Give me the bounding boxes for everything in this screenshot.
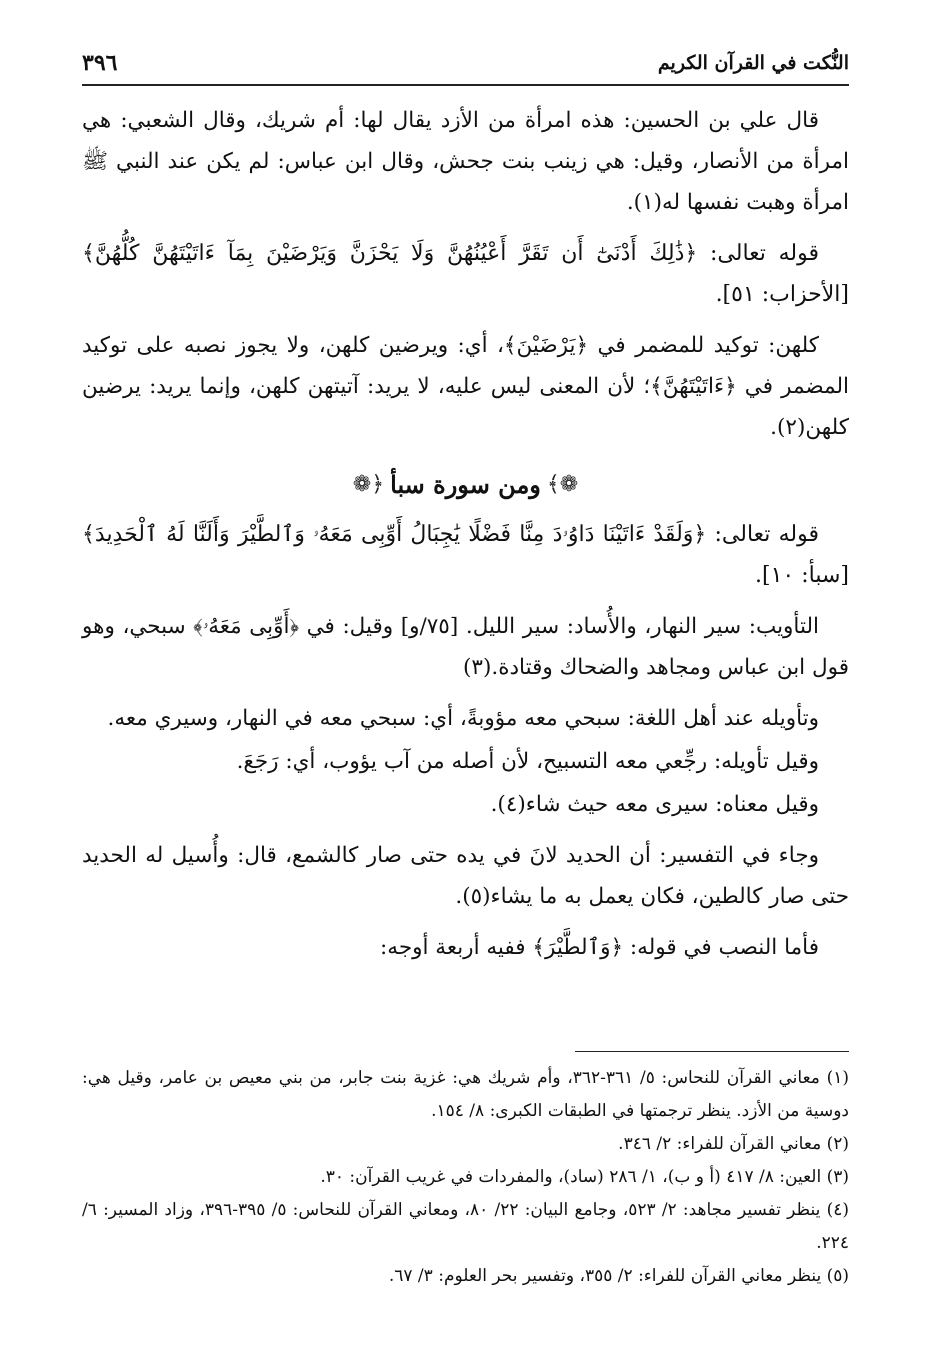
main-text xyxy=(82,100,849,978)
header-divider xyxy=(82,84,849,86)
paragraph: كلهن: توكيد للمضمر في ﴿يَرْضَيْنَ﴾، أي: ويرضين كلهن، ولا يجوز نصبه على توكيد المضمر في ﴿ءَاتَيْتَهُنَّ﴾؛ لأن المعنى ليس عليه، لا يريد: آتيتهن كلهن، وإنما يريد: يرضين كلهن(٢). xyxy=(82,333,849,440)
paragraph: فأما النصب في قوله: ﴿وَٱلطَّيْرَ﴾ ففيه أربعة أوجه: xyxy=(380,935,819,960)
surah-heading xyxy=(82,462,849,506)
paragraph: وقيل تأويله: رجِّعي معه التسبيح، لأن أصله من آب يؤوب، أي: رَجَعَ. xyxy=(236,749,819,774)
surah-title: ومن سورة سبأ xyxy=(390,469,541,499)
footnote: (٤) ينظر تفسير مجاهد: ٢/ ٥٢٣، وجامع البيان: ٢٢/ ٨٠، ومعاني القرآن للنحاس: ٥/ ٣٩٥-٣٩٦، وزاد المسير: ٦/ ٢٢٤. xyxy=(82,1200,849,1253)
paragraph: التأويب: سير النهار، والأُساد: سير الليل. [٧٥/و] وقيل: في ﴿أَوِّبِى مَعَهُۥ﴾ سبحي، وهو قول ابن عباس ومجاهد والضحاك وقتادة.(٣) xyxy=(82,614,849,680)
paragraph: وقيل معناه: سيرى معه حيث شاء(٤). xyxy=(490,792,819,817)
footnote: (١) معاني القرآن للنحاس: ٥/ ٣٦١-٣٦٢، وأم شريك هي: غزية بنت جابر، من بني معيص بن عامر، وقيل هي: دوسية من الأزد. ينظر ترجمتها في الطبقات الكبرى: ٨/ ١٥٤. xyxy=(82,1068,849,1121)
paragraph: قال علي بن الحسين: هذه امرأة من الأزد يقال لها: أم شريك، وقال الشعبي: هي امرأة من الأنصار، وقيل: هي زينب بنت جحش، وقال ابن عباس: لم يكن عند النبي ﷺ امرأة وهبت نفسها له(١). xyxy=(82,108,849,215)
footnote-divider xyxy=(575,1051,849,1052)
footnote: (٥) ينظر معاني القرآن للفراء: ٢/ ٣٥٥، وتفسير بحر العلوم: ٣/ ٦٧. xyxy=(388,1266,849,1286)
footnote: (٣) العين: ٨/ ٤١٧ (أ و ب)، ١/ ٢٨٦ (ساد)، والمفردات في غريب القرآن: ٣٠. xyxy=(320,1167,849,1187)
paragraph: قوله تعالى: ﴿وَلَقَدْ ءَاتَيْنَا دَاوُۥدَ مِنَّا فَضْلًا يَٰجِبَالُ أَوِّبِى مَعَهُۥ وَٱلطَّيْرَ وَأَلَنَّا لَهُ ٱلْحَدِيدَ﴾ [سبأ: ١٠]. xyxy=(82,522,849,588)
footnote: (٢) معاني القرآن للفراء: ٢/ ٣٤٦. xyxy=(618,1134,849,1154)
running-title: النُّكت في القرآن الكريم xyxy=(657,52,849,74)
ornament-left-icon: ﴿❁ xyxy=(352,471,385,497)
paragraph: وتأويله عند أهل اللغة: سبحي معه مؤوبةً، أي: سبحي معه في النهار، وسيري معه. xyxy=(107,706,819,731)
page-header xyxy=(82,48,849,82)
page-number: ٣٩٦ xyxy=(82,50,118,76)
footnotes xyxy=(82,1062,849,1293)
paragraph: قوله تعالى: ﴿ذَٰلِكَ أَدْنَىٰٓ أَن تَقَرَّ أَعْيُنُهُنَّ وَلَا يَحْزَنَّ وَيَرْضَيْنَ بِمَآ ءَاتَيْتَهُنَّ كُلُّهُنَّ﴾ [الأحزاب: ٥١]. xyxy=(82,241,849,307)
ornament-right-icon: ❁﴾ xyxy=(546,471,579,497)
paragraph: وجاء في التفسير: أن الحديد لانَ في يده حتى صار كالشمع، قال: وأُسيل له الحديد حتى صار كالطين، فكان يعمل به ما يشاء(٥). xyxy=(82,843,849,909)
